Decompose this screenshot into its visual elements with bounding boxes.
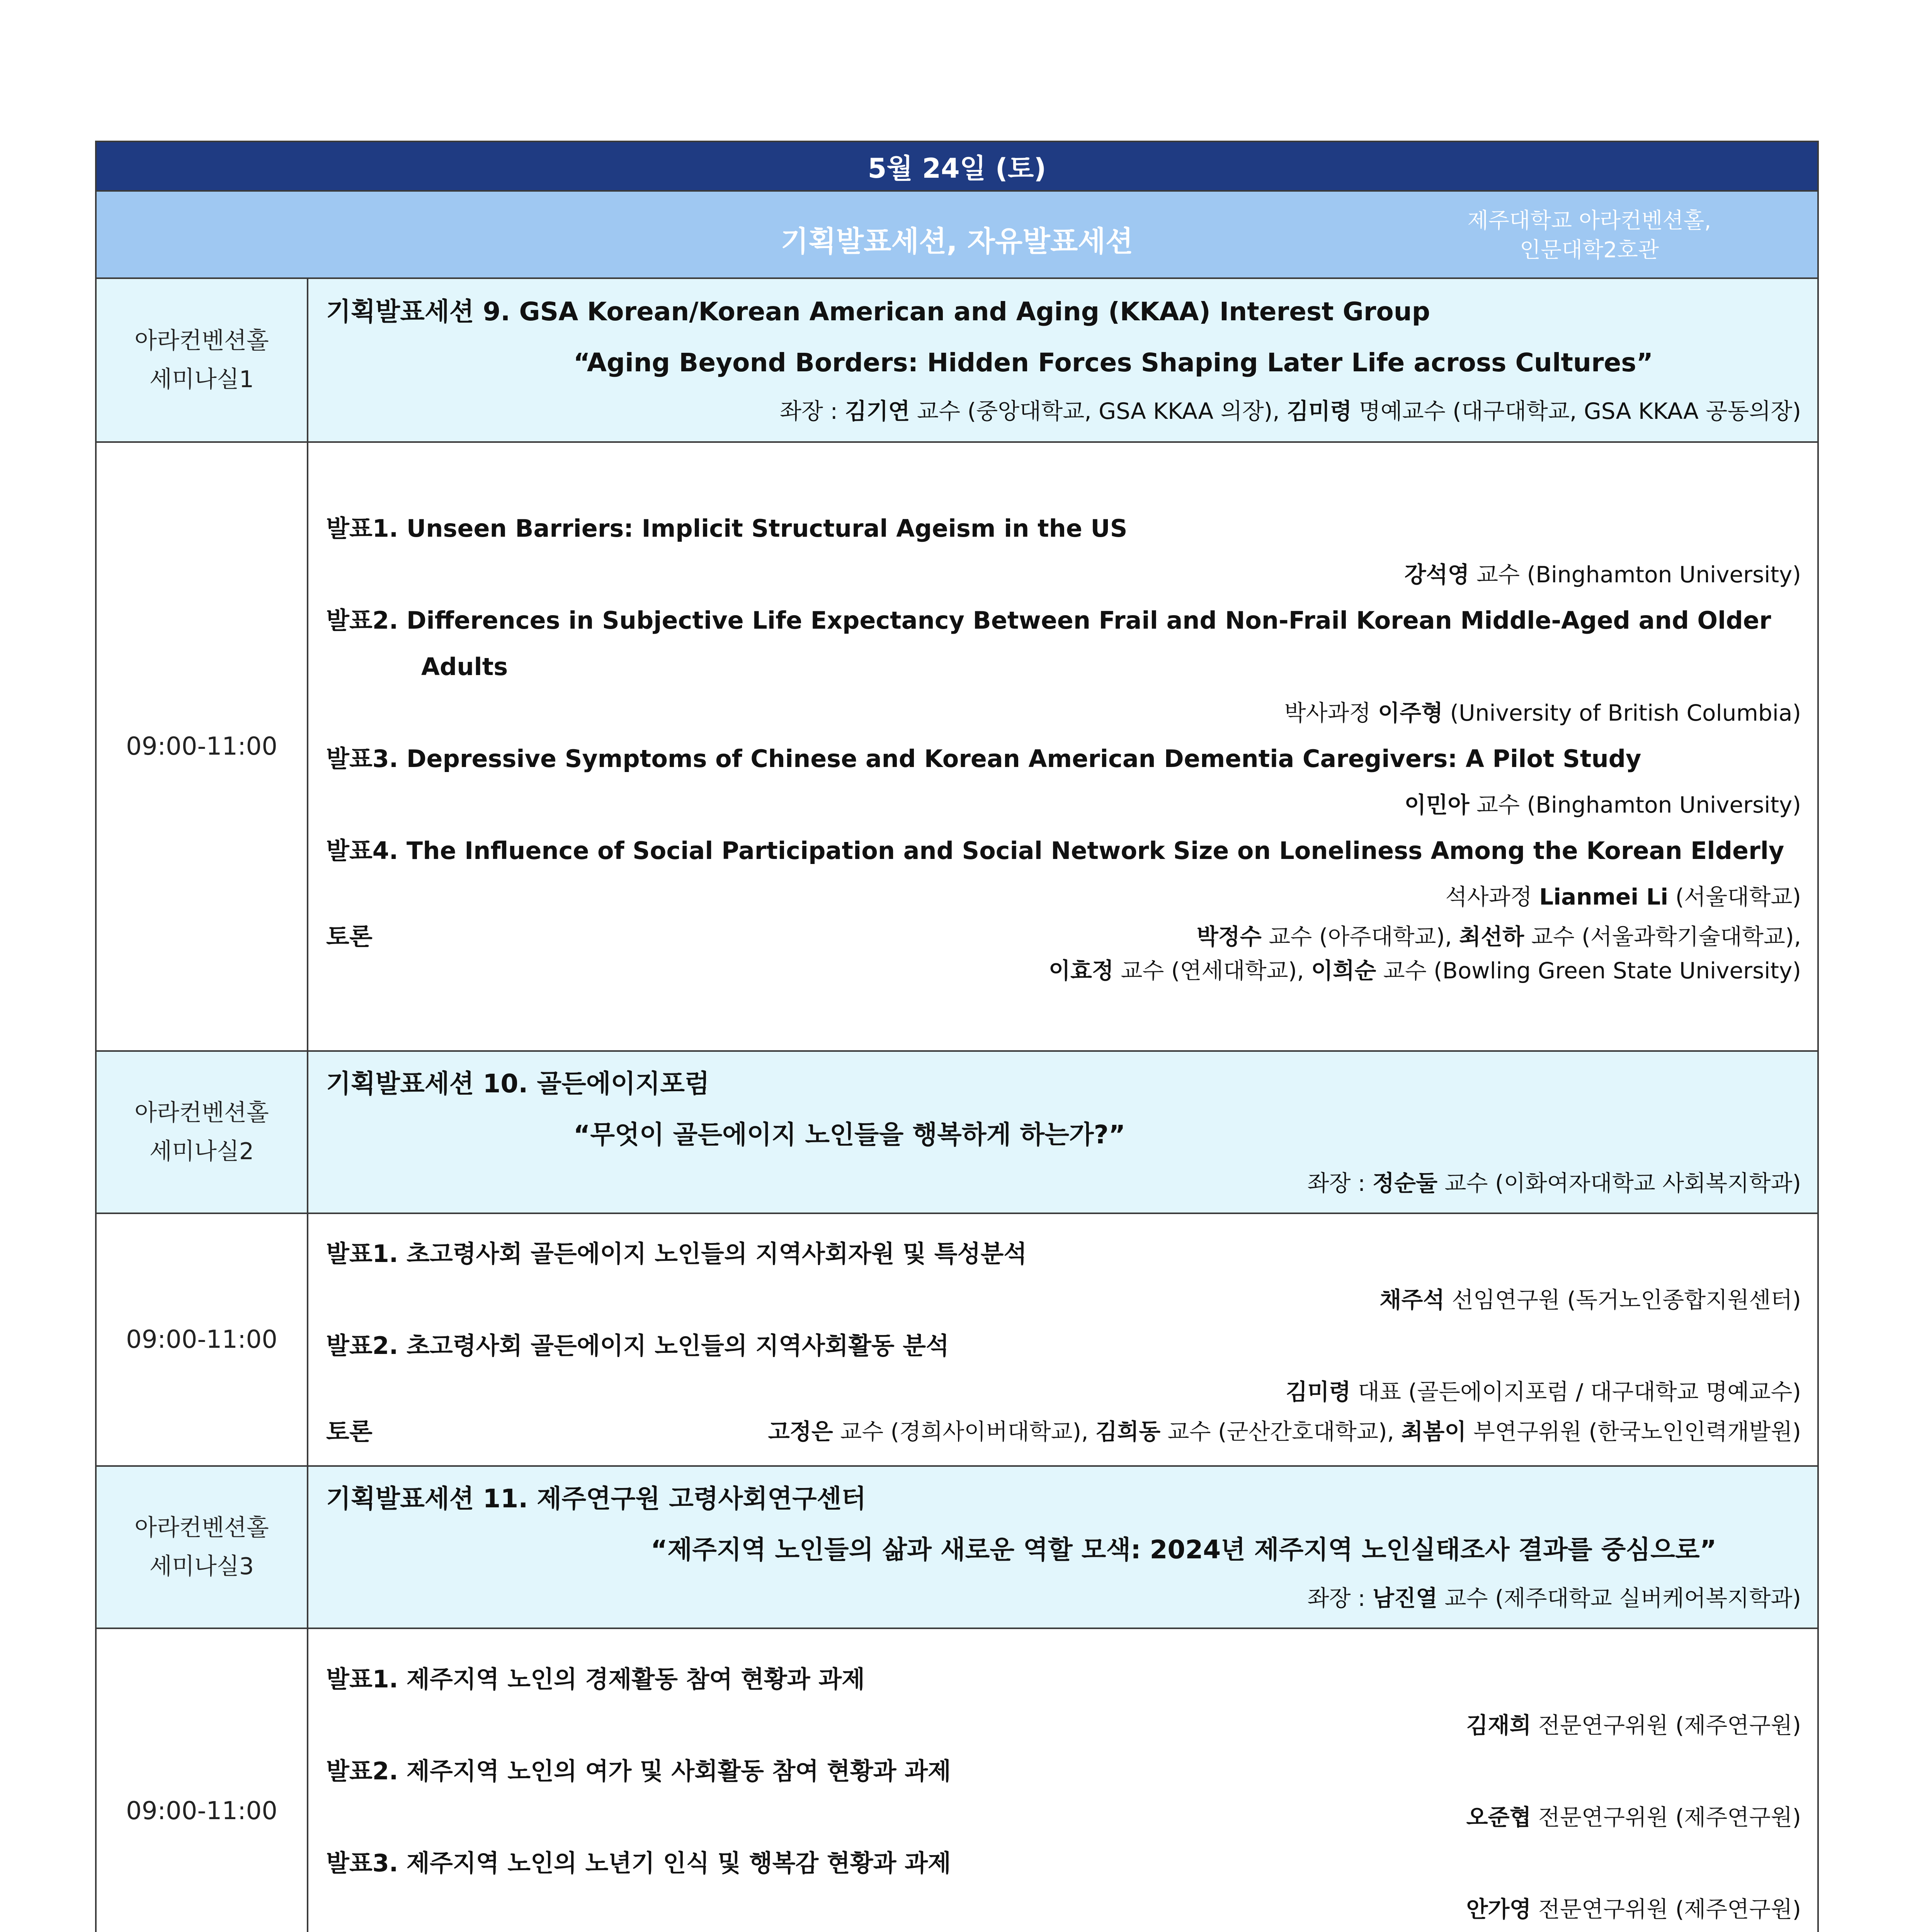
day-header-row <box>96 141 1818 191</box>
discussants: 토론 고정은 교수 (경희사이버대학교), 김희동 교수 (군산간호대학교), 최봄이 부연구위원 (한국노인인력개발원) <box>326 1417 1801 1446</box>
subheader-row <box>96 191 1818 278</box>
presentation-title-cont: Adults <box>421 653 508 681</box>
day-header: 5월 24일 (토) <box>96 141 1818 191</box>
presenter: 강석영 교수 (Binghamton University) <box>1404 561 1801 588</box>
presentation-title: 발표3. 제주지역 노인의 노년기 인식 및 행복감 현황과 과제 <box>326 1849 951 1877</box>
presentation-title: 발표1. 초고령사회 골든에이지 노인들의 지역사회자원 및 특성분석 <box>326 1240 1027 1268</box>
session-9-time: 09:00-11:00 <box>96 442 308 1051</box>
presentation-title: 발표1. Unseen Barriers: Implicit Structural Ageism in the US <box>326 514 1128 543</box>
session-9-header-row <box>96 278 1818 442</box>
subheader-title: 기획발표세션, 자유발표세션 <box>781 225 1133 258</box>
presenter: 이민아 교수 (Binghamton University) <box>1404 792 1801 818</box>
session-11-quote: “제주지역 노인들의 삶과 새로운 역할 모색: 2024년 제주지역 노인실태조사 결과를 중심으로” <box>651 1535 1717 1565</box>
session-11-header <box>308 1466 1818 1628</box>
session-10-chair: 좌장 : 정순둘 교수 (이화여자대학교 사회복지학과) <box>1307 1170 1801 1196</box>
session-9-presentations <box>308 442 1818 1051</box>
presenter: 김재희 전문연구위원 (제주연구원) <box>1466 1712 1801 1738</box>
session-9-room: 아라컨벤션홀 세미나실1 <box>96 278 308 442</box>
presentation-title: 발표1. 제주지역 노인의 경제활동 참여 현황과 과제 <box>326 1665 865 1693</box>
discussants: 토론 박정수 교수 (아주대학교), 최선하 교수 (서울과학기술대학교), 이효정 교수 (연세대학교), 이희순 교수 (Bowling Green State University) <box>326 922 1801 984</box>
session-10-presentations <box>308 1213 1818 1466</box>
session-10-header <box>308 1051 1818 1213</box>
session-11-header-row <box>96 1466 1818 1628</box>
presenter: 안가영 전문연구위원 (제주연구원) <box>1466 1896 1801 1922</box>
presenter: 오준협 전문연구위원 (제주연구원) <box>1466 1804 1801 1830</box>
session-10-time: 09:00-11:00 <box>96 1213 308 1466</box>
subheader-venue: 제주대학교 아라컨벤션홀, 인문대학2호관 <box>1467 208 1711 263</box>
presenter: 석사과정 Lianmei Li (서울대학교) <box>1445 884 1801 910</box>
session-11-title: 기획발표세션 11. 제주연구원 고령사회연구센터 <box>326 1484 866 1514</box>
presentation-title: 발표4. The Influence of Social Participation and Social Network Size on Loneliness Among the Korean Elderly <box>326 837 1784 865</box>
presentation-title: 발표2. 초고령사회 골든에이지 노인들의 지역사회활동 분석 <box>326 1332 949 1360</box>
schedule-table <box>95 141 1819 1932</box>
session-9-chair: 좌장 : 김기연 교수 (중앙대학교, GSA KKAA 의장), 김미령 명예교수 (대구대학교, GSA KKAA 공동의장) <box>780 398 1801 424</box>
presentation-title: 발표2. 제주지역 노인의 여가 및 사회활동 참여 현황과 과제 <box>326 1757 951 1785</box>
session-10-room: 아라컨벤션홀 세미나실2 <box>96 1051 308 1213</box>
session-10-body-row <box>96 1213 1818 1466</box>
session-11-presentations <box>308 1628 1818 1932</box>
session-10-title: 기획발표세션 10. 골든에이지포럼 <box>326 1069 709 1099</box>
session-9-body-row <box>96 442 1818 1051</box>
session-11-body-row <box>96 1628 1818 1932</box>
session-9-title: 기획발표세션 9. GSA Korean/Korean American and Aging (KKAA) Interest Group <box>326 297 1430 327</box>
presenter: 김미령 대표 (골든에이지포럼 / 대구대학교 명예교수) <box>1286 1379 1801 1405</box>
presentation-title: 발표3. Depressive Symptoms of Chinese and Korean American Dementia Caregivers: A Pilot Study <box>326 745 1641 773</box>
session-11-chair: 좌장 : 남진열 교수 (제주대학교 실버케어복지학과) <box>1307 1585 1801 1611</box>
session-10-header-row <box>96 1051 1818 1213</box>
session-11-time: 09:00-11:00 <box>96 1628 308 1932</box>
presentation-title: 발표2. Differences in Subjective Life Expectancy Between Frail and Non-Frail Korean Middle-Aged and Older <box>326 606 1771 634</box>
session-9-quote: “Aging Beyond Borders: Hidden Forces Shaping Later Life across Cultures” <box>573 348 1653 378</box>
presenter: 채주석 선임연구원 (독거노인종합지원센터) <box>1379 1287 1801 1313</box>
session-11-room: 아라컨벤션홀 세미나실3 <box>96 1466 308 1628</box>
session-9-header <box>308 278 1818 442</box>
presenter: 박사과정 이주형 (University of British Columbia) <box>1284 700 1801 726</box>
session-10-quote: “무엇이 골든에이지 노인들을 행복하게 하는가?” <box>573 1120 1126 1150</box>
